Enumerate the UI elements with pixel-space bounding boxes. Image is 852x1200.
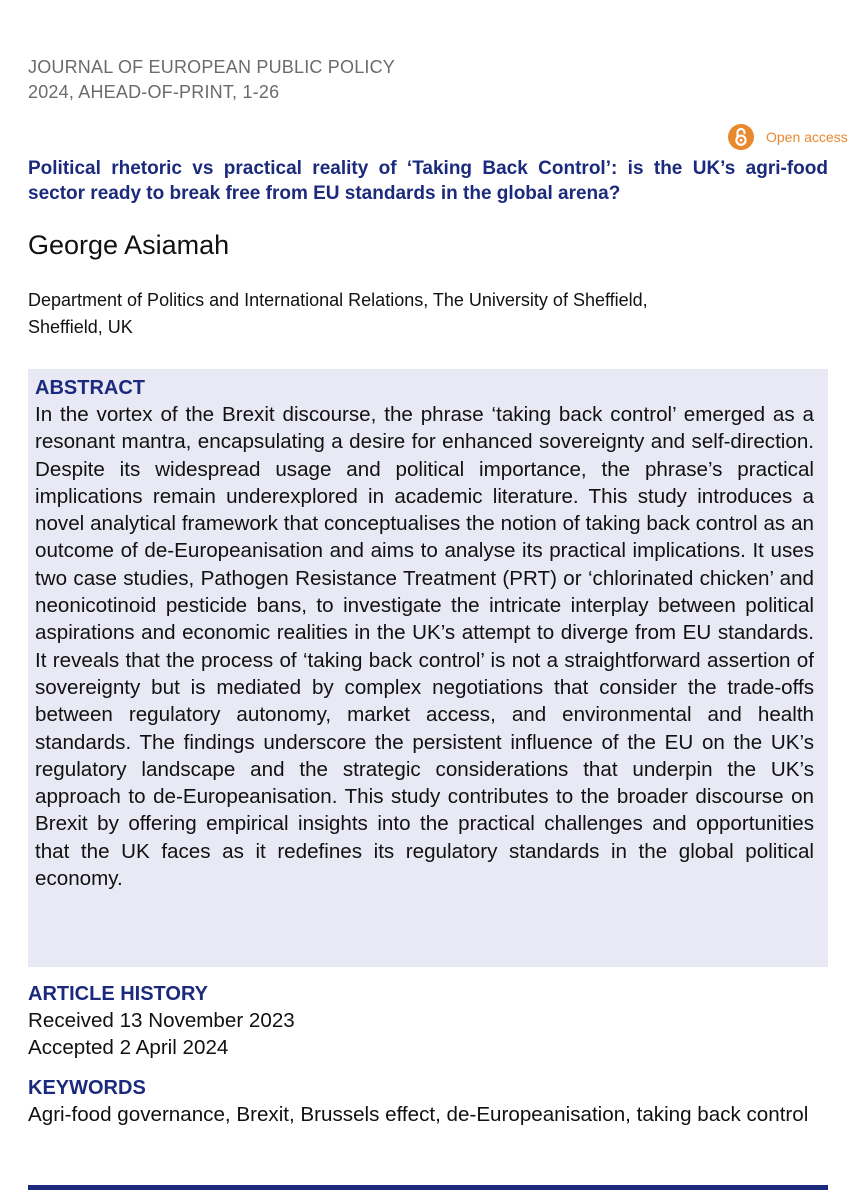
accepted-date: Accepted 2 April 2024: [28, 1036, 229, 1059]
journal-issue: 2024, AHEAD-OF-PRINT, 1-26: [28, 82, 280, 102]
article-title: Political rhetoric vs practical reality of ‘Taking Back Control’: is the UK’s agri-food sector ready to break free from EU standards in the global arena?: [28, 158, 828, 204]
open-access-badge[interactable]: [728, 124, 848, 150]
keywords-section: [28, 1075, 848, 1128]
abstract-box: [28, 369, 828, 967]
article-history: [28, 981, 295, 1061]
open-access-label: Open access: [766, 129, 848, 145]
abstract-text: In the vortex of the Brexit discourse, the phrase ‘taking back control’ emerged as a resonant mantra, encapsulating a desire for enhanced sovereignty and self-direction. Despite its widespread usage and political importance, the phrase’s practical implications remain underexplored in academic literature. This study introduces a novel analytical framework that conceptualises the notion of taking back control as an outcome of de-Europeanisation and aims to analyse its practical implications. It uses two case studies, Pathogen Resistance Treatment (PRT) or ‘chlorinated chicken’ and neonicotinoid pesticide bans, to investigate the intricate interplay between political aspirations and economic realities in the UK’s attempt to diverge from EU standards. It reveals that the process of ‘taking back control’ is not a straightforward assertion of sovereignty but is mediated by complex negotiations that consider the trade-offs between regulatory autonomy, market access, and environmental and health standards. The findings underscore the persistent influence of the EU on the UK’s regulatory landscape and the strategic considerations that underpin the UK’s approach to de-Europeanisation. This study contributes to the broader discourse on Brexit by offering empirical insights into the practical challenges and opportunities that the UK faces as it redefines its regulatory standards in the global political economy.: [35, 403, 814, 891]
received-date: Received 13 November 2023: [28, 1009, 295, 1032]
author-name[interactable]: George Asiamah: [28, 230, 230, 260]
affiliation-line: Sheffield, UK: [28, 317, 133, 337]
author-affiliation: [28, 287, 828, 341]
keywords-heading: KEYWORDS: [28, 1077, 146, 1099]
open-access-lock-icon: [728, 124, 754, 150]
journal-name: JOURNAL OF EUROPEAN PUBLIC POLICY: [28, 57, 396, 77]
article-history-heading: ARTICLE HISTORY: [28, 983, 209, 1005]
bottom-divider: [28, 1185, 828, 1190]
abstract-heading: ABSTRACT: [35, 377, 145, 399]
affiliation-line: Department of Politics and International Relations, The University of Sheffield,: [28, 290, 648, 310]
journal-header: [28, 55, 395, 105]
keywords-list: Agri-food governance, Brexit, Brussels effect, de-Europeanisation, taking back control: [28, 1103, 809, 1126]
